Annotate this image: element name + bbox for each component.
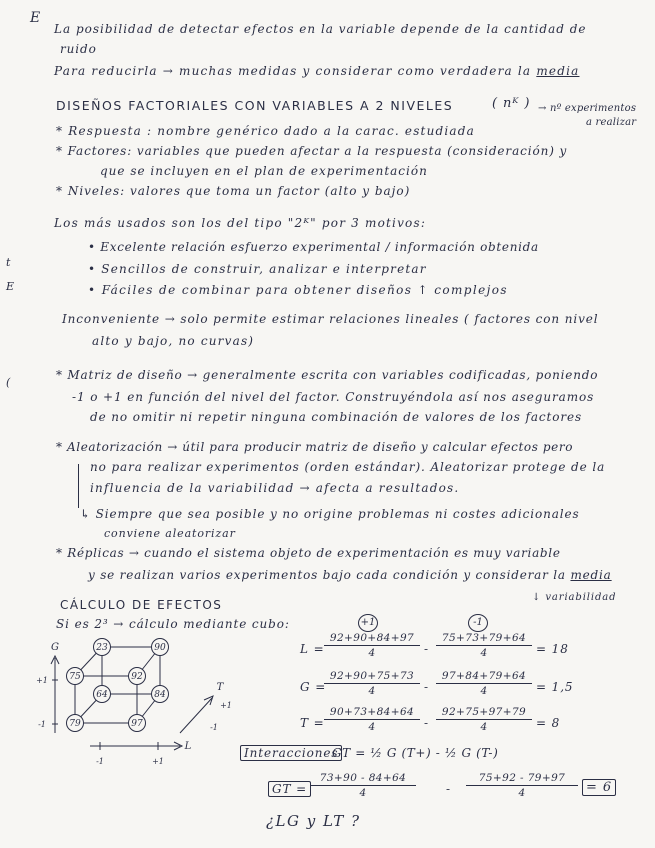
text-line: Los más usados son los del tipo "2ᴷ" por 3 motivos: [54,216,427,230]
plus-one-circle: +1 [358,614,378,632]
result: = 6 [582,780,616,795]
bullet-line: * Factores: variables que pueden afectar a la respuesta (consideración) y [56,144,568,158]
cube-vertex-label: 92 [131,672,143,682]
cube-vertex-label: 64 [96,690,108,700]
text-line: Inconveniente → solo permite estimar relaciones lineales ( factores con nivel [62,312,599,326]
nk-note: a realizar [586,117,637,128]
eq-label: G = [300,680,327,694]
minus-sign: - [424,716,429,730]
result: = 18 [536,642,569,656]
fraction: $\frac{73+90 - 84+64}{4}$ [310,772,416,799]
bullet-line: y se realizan varios experimentos bajo cada condición y considerar la media [88,568,612,582]
question-line: ¿LG y LT ? [266,812,361,830]
tick-label: +1 [152,757,164,766]
nk-note: → nº experimentos [538,103,637,114]
fraction: $\frac{92+90+75+73}{4}$ [324,670,420,697]
cube-vertex-label: 23 [96,643,108,653]
bullet-line: que se incluyen en el plan de experimentación [100,164,428,178]
tick-label: +1 [36,676,48,685]
section-heading: CÁLCULO DE EFECTOS [60,598,223,612]
result: = 1,5 [536,680,574,694]
tick-label: -1 [96,757,104,766]
gt-formula: GT = ½ G (T+) - ½ G (T-) [332,746,499,760]
minus-one-circle: -1 [468,614,488,632]
bullet-line: * Aleatorización → útil para producir matriz de diseño y calcular efectos pero [56,440,574,454]
motive-item: • Sencillos de construir, analizar e interpretar [88,262,427,276]
axis-label-g: G [51,642,59,653]
eq-label: GT = [268,782,311,796]
minus-sign: - [424,642,429,656]
margin-mark: t [6,256,12,269]
text-line: Si es 2³ → cálculo mediante cubo: [56,617,290,631]
minus-sign: - [424,680,429,694]
margin-mark: E [6,280,15,293]
annotation: ↓ variabilidad [532,592,617,603]
tick-label: +1 [220,701,232,710]
result: = 8 [536,716,561,730]
bullet-line: -1 o +1 en función del nivel del factor. Construyéndola así nos aseguramos [72,390,595,404]
axis-label-l: L [184,741,192,752]
tick-label: -1 [38,720,46,729]
eq-label: L = [300,642,325,656]
text-line: alto y bajo, no curvas) [92,334,255,348]
section-heading: DISEÑOS FACTORIALES CON VARIABLES A 2 NIVELES [56,98,454,113]
eq-label: T = [300,716,325,730]
cube-vertex-label: 97 [131,719,143,729]
bullet-line: no para realizar experimentos (orden estándar). Aleatorizar protege de la [90,460,606,474]
tick-label: -1 [210,723,218,732]
bullet-line: * Niveles: valores que toma un factor (alto y bajo) [56,184,411,198]
cube-vertex-label: 84 [154,690,166,700]
minus-sign: - [446,782,451,796]
nk-formula: ( nᴷ ) [492,96,531,111]
cube-vertex-label: 79 [69,719,81,729]
text-line: Para reducirla → muchas medidas y considerar como verdadera la media [54,64,580,78]
bracket-line [78,464,79,508]
fraction: $\frac{90+73+84+64}{4}$ [324,706,420,733]
margin-mark: ( [6,376,12,389]
bullet-line: influencia de la variabilidad → afecta a resultados. [90,481,460,495]
factorial-cube [30,628,240,778]
fraction: $\frac{92+90+84+97}{4}$ [324,632,420,659]
fraction: $\frac{97+84+79+64}{4}$ [436,670,532,697]
fraction: $\frac{75+92 - 79+97}{4}$ [466,772,578,799]
bullet-line: ↳ Siempre que sea posible y no origine problemas ni costes adicionales [80,507,580,521]
bullet-line: * Réplicas → cuando el sistema objeto de experimentación es muy variable [56,546,561,560]
fraction: $\frac{92+75+97+79}{4}$ [436,706,532,733]
motive-item: • Excelente relación esfuerzo experimental / información obtenida [88,240,539,254]
cube-vertex-label: 75 [69,672,81,682]
fraction: $\frac{75+73+79+64}{4}$ [436,632,532,659]
bullet-line: de no omitir ni repetir ninguna combinación de valores de los factores [90,410,583,424]
motive-item: • Fáciles de combinar para obtener diseños ↑ complejos [88,283,508,297]
interactions-label: Interacciones [240,746,342,760]
bullet-line: conviene aleatorizar [104,527,236,540]
bullet-line: * Respuesta : nombre genérico dado a la carac. estudiada [56,124,476,138]
bullet-line: * Matriz de diseño → generalmente escrita con variables codificadas, poniendo [56,368,599,382]
axis-label-t: T [216,682,224,693]
text-line: ruido [60,42,97,56]
margin-mark: E [30,10,42,26]
text-line: La posibilidad de detectar efectos en la variable depende de la cantidad de [54,22,587,36]
cube-vertex-label: 90 [154,643,166,653]
